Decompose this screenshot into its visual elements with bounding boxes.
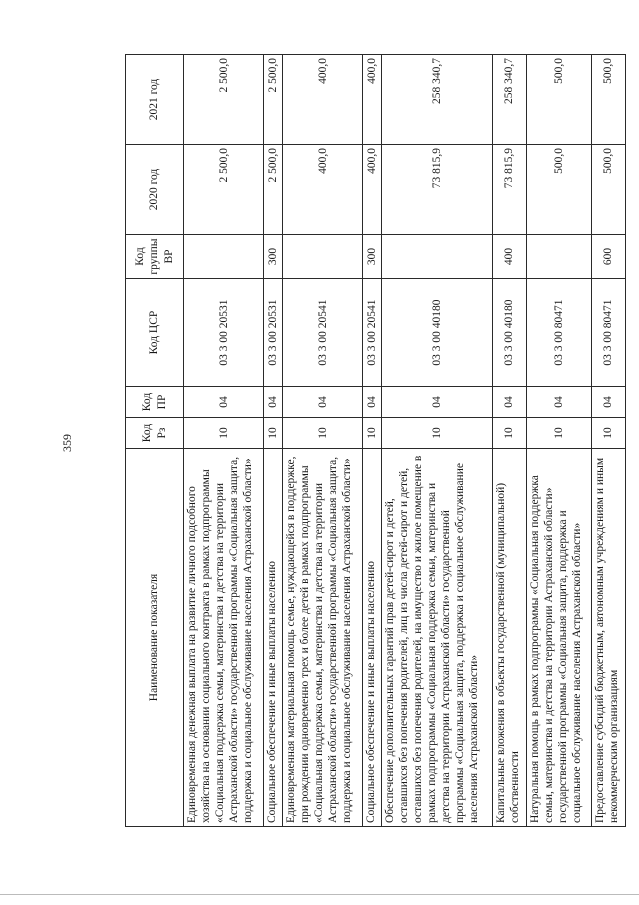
row-2020: 73 815,9	[492, 145, 526, 235]
row-pr: 04	[264, 387, 283, 418]
header-csr: Код ЦСР	[126, 279, 184, 387]
row-name: Капитальные вложения в объекты государственной (муниципальной) собственности	[492, 449, 526, 827]
header-vr: Код группы ВР	[126, 235, 184, 279]
row-name: Единовременная материальная помощь семье, нуждающейся в поддержке, при рождении одновременно трех и более детей в рамках подпрограммы «Социальная поддержка семьи, материнства и детства на территории Астраханской области» государственной программы «Социальная защита, поддержка и социальное обслуживание населения Астраханской области»	[282, 449, 362, 827]
row-name: Социальное обеспечение и иные выплаты населению	[264, 449, 283, 827]
row-rz: 10	[527, 418, 592, 449]
table-header-row	[126, 55, 184, 827]
header-2021: 2021 год	[126, 55, 184, 145]
table-row	[282, 55, 362, 827]
row-2021: 400,0	[363, 55, 382, 145]
row-name: Обеспечение дополнительных гарантий прав детей-сирот и детей, оставшихся без попечения родителей, лиц из числа детей-сирот и детей, оставшихся без попечения родителей, на имущество и жилое помещение в рамках подпрограммы «Социальная поддержка семьи, материнства и детства на территории Астраханской области» государственной программы «Социальная защита, поддержка и социальное обслуживание населения Астраханской области»	[381, 449, 492, 827]
row-csr: 03 3 00 40180	[492, 279, 526, 387]
row-rz: 10	[282, 418, 362, 449]
row-2021: 2 500,0	[184, 55, 264, 145]
row-2020: 73 815,9	[381, 145, 492, 235]
row-csr: 03 3 00 20541	[282, 279, 362, 387]
row-2021: 500,0	[591, 55, 625, 145]
row-rz: 10	[492, 418, 526, 449]
row-pr: 04	[591, 387, 625, 418]
row-pr: 04	[184, 387, 264, 418]
row-vr: 400	[492, 235, 526, 279]
table-row	[591, 55, 625, 827]
row-2021: 258 340,7	[381, 55, 492, 145]
table-row	[527, 55, 592, 827]
header-rz: Код Рз	[126, 418, 184, 449]
row-vr: 300	[363, 235, 382, 279]
row-2021: 2 500,0	[264, 55, 283, 145]
row-csr: 03 3 00 20531	[184, 279, 264, 387]
table-row	[184, 55, 264, 827]
row-name: Предоставление субсидий бюджетным, автономным учреждениям и иным некоммерческим организациям	[591, 449, 625, 827]
rotated-budget-table	[125, 55, 626, 827]
page-number: 359	[60, 434, 74, 452]
scan-edge-rule	[0, 894, 639, 895]
row-csr: 03 3 00 80471	[527, 279, 592, 387]
table-row	[492, 55, 526, 827]
row-name: Натуральная помощь в рамках подпрограммы «Социальная поддержка семьи, материнства и детства на территории Астраханской области» государственной программы «Социальная защита, поддержка и социальное обслуживание населения Астраханской области»	[527, 449, 592, 827]
row-name: Единовременная денежная выплата на развитие личного подсобного хозяйства на основании социального контракта в рамках подпрограммы «Социальная поддержка семьи, материнства и детства на территории Астраханской области» государственной программы «Социальная защита, поддержка и социальное обслуживание населения Астраханской области»	[184, 449, 264, 827]
row-rz: 10	[363, 418, 382, 449]
row-2021: 500,0	[527, 55, 592, 145]
row-csr: 03 3 00 40180	[381, 279, 492, 387]
header-pr: Код ПР	[126, 387, 184, 418]
table-row	[381, 55, 492, 827]
row-2020: 500,0	[527, 145, 592, 235]
row-pr: 04	[527, 387, 592, 418]
header-name: Наименование показателя	[126, 449, 184, 827]
row-2021: 258 340,7	[492, 55, 526, 145]
table-row	[264, 55, 283, 827]
row-pr: 04	[492, 387, 526, 418]
row-vr	[184, 235, 264, 279]
row-vr	[282, 235, 362, 279]
row-csr: 03 3 00 80471	[591, 279, 625, 387]
row-rz: 10	[591, 418, 625, 449]
row-rz: 10	[381, 418, 492, 449]
row-2020: 2 500,0	[264, 145, 283, 235]
row-csr: 03 3 00 20541	[363, 279, 382, 387]
budget-table	[125, 54, 626, 827]
row-rz: 10	[264, 418, 283, 449]
row-rz: 10	[184, 418, 264, 449]
row-pr: 04	[363, 387, 382, 418]
row-2020: 400,0	[363, 145, 382, 235]
row-2020: 500,0	[591, 145, 625, 235]
row-vr	[381, 235, 492, 279]
row-csr: 03 3 00 20531	[264, 279, 283, 387]
row-vr	[527, 235, 592, 279]
row-2020: 400,0	[282, 145, 362, 235]
row-vr: 300	[264, 235, 283, 279]
table-row	[363, 55, 382, 827]
row-vr: 600	[591, 235, 625, 279]
row-pr: 04	[282, 387, 362, 418]
header-2020: 2020 год	[126, 145, 184, 235]
row-name: Социальное обеспечение и иные выплаты населению	[363, 449, 382, 827]
row-2020: 2 500,0	[184, 145, 264, 235]
row-pr: 04	[381, 387, 492, 418]
row-2021: 400,0	[282, 55, 362, 145]
